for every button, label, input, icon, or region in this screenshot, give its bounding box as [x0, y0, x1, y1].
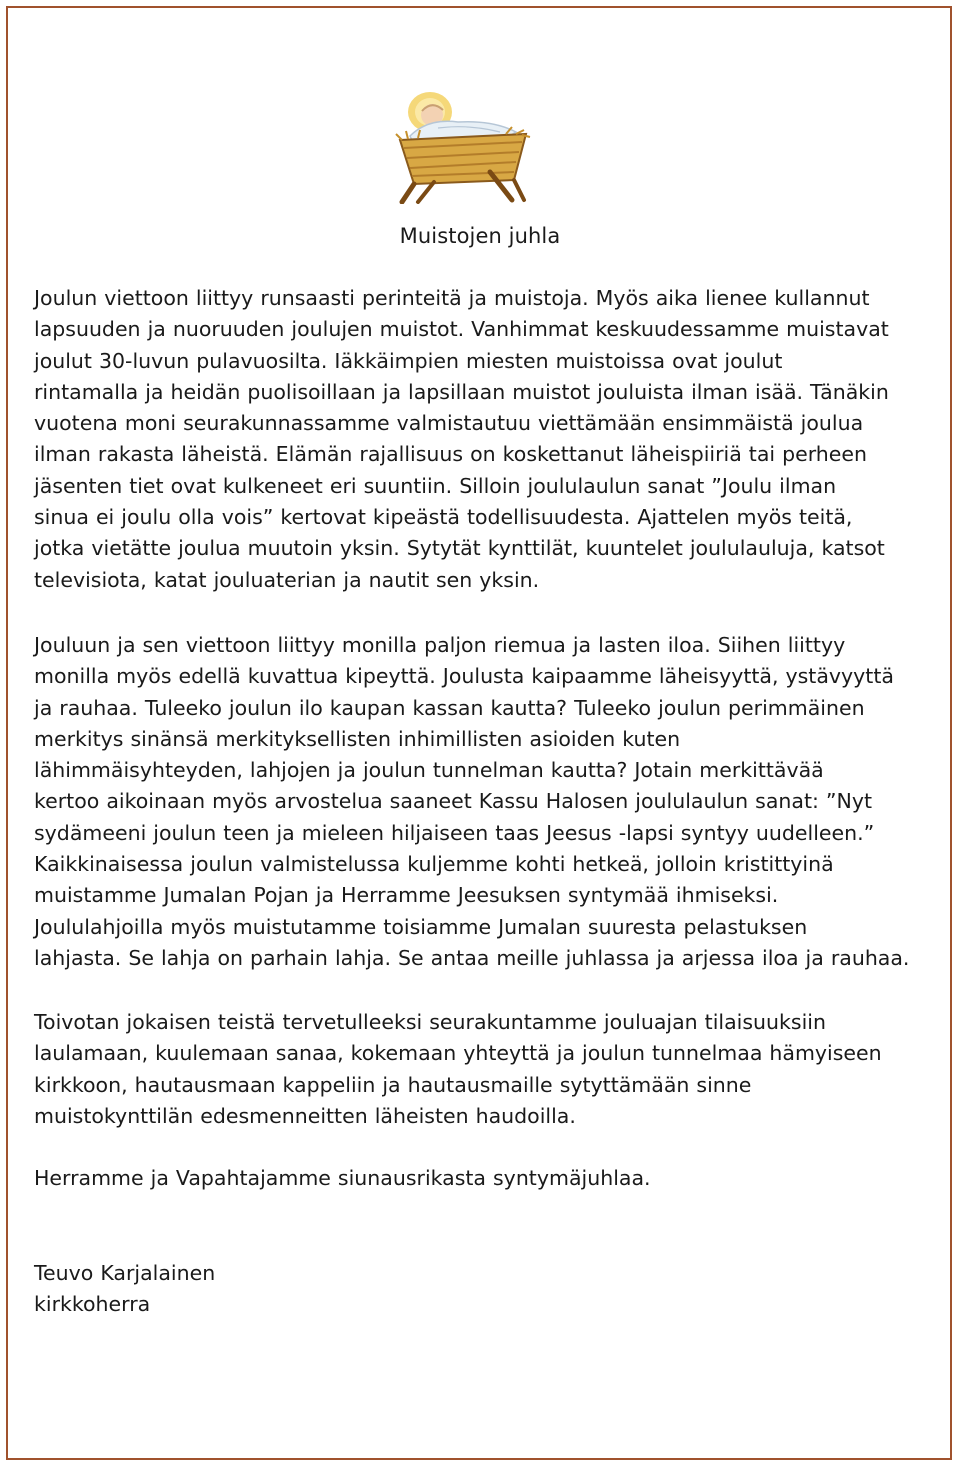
- text-line: kertoo aikoinaan myös arvostelua saaneet Kassu Halosen joululaulun sanat: ”Nyt: [34, 789, 873, 814]
- text-line: Joulun viettoon liittyy runsaasti perinteitä ja muistoja. Myös aika lienee kullannut: [34, 286, 870, 310]
- text-line: muistamme Jumalan Pojan ja Herramme Jeesuksen syntymää ihmiseksi.: [34, 883, 779, 908]
- signature-name: Teuvo Karjalainen: [34, 1261, 216, 1285]
- text-line: laulamaan, kuulemaan sanaa, kokemaan yhteyttä ja joulun tunnelmaa hämyiseen: [34, 1041, 882, 1066]
- text-line: Jouluun ja sen viettoon liittyy monilla paljon riemua ja lasten iloa. Siihen liittyy: [34, 633, 846, 657]
- text-line: ja rauhaa. Tuleeko joulun ilo kaupan kassan kautta? Tuleeko joulun perimmäinen: [34, 695, 865, 720]
- text-line: lapsuuden ja nuoruuden joulujen muistot. Vanhimmat keskuudessamme muistavat: [34, 317, 889, 342]
- text-line: lähimmäisyhteyden, lahjojen ja joulun tunnelman kautta? Jotain merkittävää: [34, 758, 824, 783]
- text-line: monilla myös edellä kuvattua kipeyttä. Joulusta kaipaamme läheisyyttä, ystävyyttä: [34, 664, 894, 689]
- text-line: joulut 30-luvun pulavuosilta. Iäkkäimpien miesten muistoissa ovat joulut: [34, 348, 783, 373]
- paragraph-1: [34, 283, 934, 596]
- text-line: jotka vietätte joulua muutoin yksin. Sytytät kynttilät, kuuntelet joululauluja, katsot: [34, 536, 885, 561]
- text-line: muistokynttilän edesmenneitten läheisten haudoilla.: [34, 1103, 576, 1128]
- paragraph-3: [34, 1007, 934, 1132]
- text-line: vuotena moni seurakunnassamme valmistautuu viettämään ensimmäistä joulua: [34, 411, 864, 436]
- text-line: lahjasta. Se lahja on parhain lahja. Se antaa meille juhlassa ja arjessa iloa ja rauhaa.: [34, 945, 910, 970]
- signature-role: kirkkoherra: [34, 1292, 151, 1317]
- text-line: jäsenten tiet ovat kulkeneet eri suuntiin. Silloin joululaulun sanat ”Joulu ilman: [34, 473, 837, 498]
- text-line: televisiota, katat jouluaterian ja nautit sen yksin.: [34, 567, 540, 592]
- text-line: rintamalla ja heidän puolisoillaan ja lapsillaan muistot jouluista ilman isää. Tänäkin: [34, 379, 889, 404]
- text-line: kirkkoon, hautausmaan kappeliin ja hautausmaille sytyttämään sinne: [34, 1072, 752, 1097]
- paragraph-2: [34, 630, 934, 974]
- text-line: sinua ei joulu olla vois” kertovat kipeästä todellisuudesta. Ajattelen myös teitä,: [34, 505, 853, 530]
- text-line: sydämeeni joulun teen ja mieleen hiljaiseen taas Jeesus -lapsi syntyy uudelleen.”: [34, 820, 875, 845]
- text-line: Joululahjoilla myös muistutamme toisiamme Jumalan suuresta pelastuksen: [34, 914, 808, 939]
- signature: [34, 1258, 934, 1321]
- text-line: Herramme ja Vapahtajamme siunausrikasta syntymäjuhlaa.: [34, 1166, 651, 1190]
- text-line: Toivotan jokaisen teistä tervetulleeksi seurakuntamme jouluajan tilaisuuksiin: [34, 1010, 826, 1034]
- text-line: merkitys sinänsä merkityksellisten inhimillisten asioiden kuten: [34, 726, 681, 751]
- text-line: ilman rakasta läheistä. Elämän rajallisuus on koskettanut läheispiiriä tai perheen: [34, 442, 868, 467]
- paragraph-4: [34, 1163, 934, 1194]
- manger-with-baby-jesus-icon: [388, 84, 538, 204]
- text-line: Kaikkinaisessa joulun valmistelussa kuljemme kohti hetkeä, jolloin kristittyinä: [34, 852, 834, 877]
- document-title: Muistojen juhla: [399, 224, 561, 248]
